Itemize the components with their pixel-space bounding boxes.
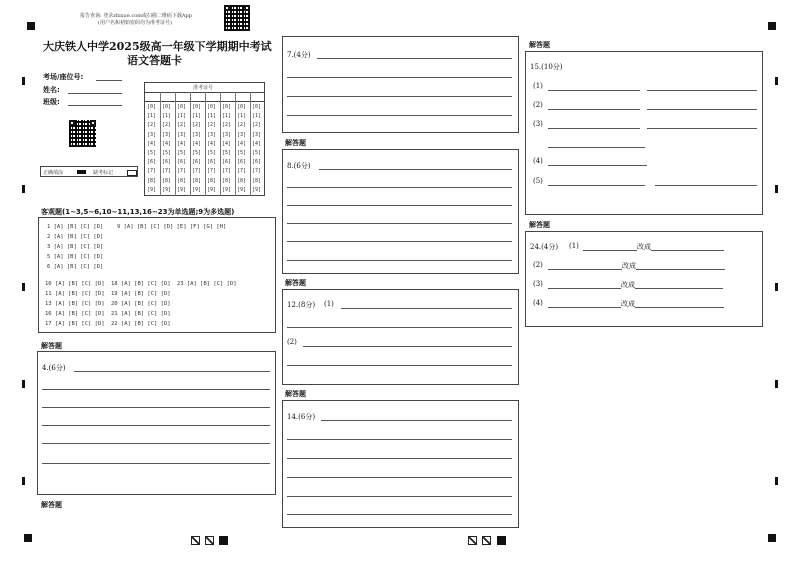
answer-line[interactable] [42, 443, 270, 444]
question-7-label: 7.(4分) [287, 51, 311, 59]
page-marker-slash-box [482, 536, 491, 545]
question-12-part-1-label: (1) [324, 300, 334, 308]
corner-mark-top-right [768, 22, 776, 30]
objective-question-row[interactable]: 18 [A] [B] [C] [D] [111, 281, 171, 287]
ticket-digit-bubble[interactable]: [0] [162, 104, 172, 110]
timing-mark [22, 77, 25, 85]
answer-line[interactable] [287, 260, 512, 261]
answer-line[interactable] [548, 165, 647, 166]
ticket-digit-bubble[interactable]: [5] [237, 150, 247, 156]
answer-line[interactable] [647, 109, 757, 110]
ticket-digit-bubble[interactable]: [3] [207, 131, 217, 138]
answer-line[interactable] [287, 477, 512, 478]
answer-section-label: 解答题 [285, 139, 306, 147]
question-12-label: 12.(8分) [287, 301, 316, 309]
question-15-part-1: (1) [533, 82, 543, 90]
answer-line[interactable] [287, 205, 512, 206]
ticket-digit-bubble[interactable]: [7] [162, 168, 172, 175]
exam-room-field[interactable] [96, 80, 122, 81]
question-12-part-2-label: (2) [287, 338, 297, 346]
ticket-digit-bubble[interactable]: [3] [252, 131, 262, 138]
ticket-digit-bubble[interactable]: [9] [252, 186, 262, 193]
ticket-digit-bubble[interactable]: [7] [177, 168, 187, 175]
question-24-part-1: (1) [569, 242, 579, 250]
answer-line[interactable] [635, 288, 723, 289]
objective-question-row[interactable]: 21 [A] [B] [C] [D] [111, 311, 171, 317]
answer-line[interactable] [583, 250, 637, 251]
answer-line[interactable] [42, 425, 270, 426]
ticket-digit-bubble[interactable]: [2] [192, 122, 202, 129]
ticket-digit-bubble[interactable]: [7] [252, 168, 262, 175]
question-8-box [282, 149, 519, 274]
absent-mark-checkbox[interactable] [127, 170, 137, 176]
ticket-digit-bubble[interactable]: [4] [177, 140, 187, 147]
answer-section-label: 解答题 [529, 41, 550, 49]
question-24-label: 24.(4分) [530, 243, 559, 251]
ticket-digit-bubble[interactable]: [0] [192, 104, 202, 110]
objective-question-23[interactable]: 23 [A] [B] [C] [D] [177, 281, 237, 287]
answer-line[interactable] [42, 463, 270, 464]
objective-question-row[interactable]: 3 [A] [B] [C] [D] [47, 244, 104, 250]
ticket-digit-bubble[interactable]: [2] [222, 122, 232, 129]
question-15-box [525, 51, 763, 215]
ticket-digit-bubble[interactable]: [0] [207, 104, 217, 110]
answer-line[interactable] [548, 128, 640, 129]
ticket-digit-bubble[interactable]: [3] [177, 131, 187, 138]
timing-mark [775, 185, 778, 193]
ticket-digit-bubble[interactable]: [1] [162, 113, 172, 120]
page-marker-block [219, 536, 228, 545]
exam-title: 大庆铁人中学2025级高一年级下学期期中考试 [43, 40, 272, 53]
ticket-digit-bubble[interactable]: [4] [162, 140, 172, 147]
change-to-label: 改成 [621, 300, 635, 308]
ticket-digit-bubble[interactable]: [5] [147, 150, 157, 156]
ticket-digit-bubble[interactable]: [2] [207, 122, 217, 129]
ticket-digit-bubble[interactable]: [3] [147, 131, 157, 138]
name-label: 姓名: [43, 86, 60, 94]
timing-mark [22, 185, 25, 193]
ticket-digit-bubble[interactable]: [0] [252, 104, 262, 110]
ticket-digit-bubble[interactable]: [6] [147, 159, 157, 166]
ticket-digit-bubble[interactable]: [8] [237, 177, 247, 184]
question-14-label: 14.(6分) [287, 413, 316, 421]
ticket-digit-bubble[interactable]: [9] [147, 186, 157, 193]
ticket-digit-bubble[interactable]: [6] [237, 159, 247, 166]
answer-line[interactable] [287, 327, 512, 328]
corner-mark-top-left [27, 22, 35, 30]
ticket-digit-bubble[interactable]: [8] [207, 177, 217, 184]
timing-mark [775, 77, 778, 85]
ticket-digit-bubble[interactable]: [1] [237, 113, 247, 120]
ticket-digit-bubble[interactable]: [1] [192, 113, 202, 120]
corner-mark-bottom-right [768, 534, 776, 542]
objective-question-row[interactable]: 19 [A] [B] [C] [D] [111, 291, 171, 297]
answer-sheet-title: 语文答题卡 [127, 54, 182, 67]
ticket-digit-bubble[interactable]: [1] [177, 113, 187, 120]
timing-mark [22, 380, 25, 388]
answer-line[interactable] [636, 269, 725, 270]
ticket-digit-bubble[interactable]: [7] [147, 168, 157, 175]
answer-line[interactable] [287, 496, 512, 497]
class-label: 班级: [43, 98, 60, 106]
objective-question-row[interactable]: 10 [A] [B] [C] [D] [45, 281, 105, 287]
question-24-part-4: (4) [533, 299, 543, 307]
timing-mark [775, 283, 778, 291]
objective-section-title: 客观题(1~3,5~6,10~11,13,16~23为单选题;9为多选题) [41, 208, 235, 216]
ticket-digit-bubble[interactable]: [7] [222, 168, 232, 175]
change-to-label: 改成 [637, 243, 651, 251]
ticket-digit-bubble[interactable]: [8] [162, 177, 172, 184]
ticket-digit-bubble[interactable]: [3] [162, 131, 172, 138]
page-marker-block [497, 536, 506, 545]
objective-question-row[interactable]: 11 [A] [B] [C] [D] [45, 291, 105, 297]
answer-line[interactable] [548, 307, 621, 308]
ticket-digit-bubble[interactable]: [0] [222, 104, 232, 110]
ticket-digit-bubble[interactable]: [2] [252, 122, 262, 129]
ticket-digit-bubble[interactable]: [8] [192, 177, 202, 184]
timing-mark [22, 283, 25, 291]
ticket-digit-bubble[interactable]: [6] [252, 159, 262, 166]
objective-question-row[interactable]: 22 [A] [B] [C] [D] [111, 321, 171, 327]
ticket-digit-bubble[interactable]: [4] [207, 140, 217, 147]
class-field[interactable] [68, 105, 122, 106]
ticket-digit-bubble[interactable]: [4] [192, 140, 202, 147]
answer-line[interactable] [635, 307, 724, 308]
question-7-box [282, 36, 519, 133]
answer-line[interactable] [287, 365, 512, 366]
change-to-label: 改成 [622, 262, 636, 270]
ticket-digit-bubble[interactable]: [1] [207, 113, 217, 120]
question-24-box [525, 231, 763, 327]
absent-mark-label: 缺考标记 [93, 170, 114, 176]
question-24-part-3: (3) [533, 280, 543, 288]
ticket-digit-bubble[interactable]: [9] [177, 186, 187, 193]
answer-line[interactable] [287, 439, 512, 440]
timing-mark [775, 380, 778, 388]
page-marker-slash-box [205, 536, 214, 545]
question-15-part-3: (3) [533, 120, 543, 128]
ticket-digit-bubble[interactable]: [1] [147, 113, 157, 120]
answer-line[interactable] [655, 185, 757, 186]
ticket-digit-bubble[interactable]: [0] [237, 104, 247, 110]
page-marker-slash-box [191, 536, 200, 545]
ticket-number-label: 准考证号 [193, 85, 214, 91]
ticket-digit-bubble[interactable]: [5] [207, 150, 217, 156]
answer-line[interactable] [317, 58, 512, 59]
answer-line[interactable] [548, 269, 622, 270]
timing-mark [22, 477, 25, 485]
answer-line[interactable] [42, 407, 270, 408]
question-24-part-2: (2) [533, 261, 543, 269]
objective-answer-box [38, 217, 276, 333]
name-field[interactable] [68, 93, 122, 94]
answer-line[interactable] [42, 389, 270, 390]
answer-line[interactable] [287, 241, 512, 242]
fill-legend [40, 166, 138, 177]
answer-line[interactable] [319, 169, 512, 170]
answer-line[interactable] [647, 90, 757, 91]
ticket-number-grid [144, 82, 265, 196]
page-marker-slash-box [468, 536, 477, 545]
question-15-part-2: (2) [533, 101, 543, 109]
objective-question-9[interactable]: 9 [A] [B] [C] [D] [E] [F] [G] [H] [117, 224, 227, 230]
ticket-digit-bubble[interactable]: [2] [177, 122, 187, 129]
ticket-digit-bubble[interactable]: [5] [252, 150, 262, 156]
corner-mark-bottom-left [24, 534, 32, 542]
objective-question-row[interactable]: 2 [A] [B] [C] [D] [47, 234, 104, 240]
ticket-digit-bubble[interactable]: [0] [177, 104, 187, 110]
report-notice-line1: 报告查询: 登录zhixue.com或扫描二维码下载App [80, 13, 192, 19]
answer-section-label: 解答题 [529, 221, 550, 229]
answer-line[interactable] [287, 223, 512, 224]
ticket-digit-bubble[interactable]: [3] [237, 131, 247, 138]
correct-fill-sample [77, 170, 86, 174]
exam-room-label: 考场/座位号: [43, 73, 84, 81]
answer-line[interactable] [74, 371, 270, 372]
timing-mark [775, 477, 778, 485]
ticket-digit-bubble[interactable]: [6] [177, 159, 187, 166]
ticket-digit-bubble[interactable]: [3] [192, 131, 202, 138]
ticket-digit-bubble[interactable]: [5] [177, 150, 187, 156]
objective-question-row[interactable]: 5 [A] [B] [C] [D] [47, 254, 104, 260]
answer-line[interactable] [321, 420, 512, 421]
student-qr-code [69, 120, 96, 147]
ticket-digit-bubble[interactable]: [0] [147, 104, 157, 110]
ticket-digit-bubble[interactable]: [9] [222, 186, 232, 193]
ticket-digit-bubble[interactable]: [4] [252, 140, 262, 147]
objective-question-row[interactable]: 20 [A] [B] [C] [D] [111, 301, 171, 307]
ticket-digit-bubble[interactable]: [4] [147, 140, 157, 147]
objective-question-row[interactable]: 17 [A] [B] [C] [D] [45, 321, 105, 327]
objective-question-row[interactable]: 13 [A] [B] [C] [D] [45, 301, 105, 307]
answer-line[interactable] [548, 147, 645, 148]
ticket-digit-bubble[interactable]: [8] [252, 177, 262, 184]
answer-line[interactable] [647, 128, 757, 129]
answer-line[interactable] [548, 109, 640, 110]
ticket-digit-bubble[interactable]: [2] [147, 122, 157, 129]
answer-line[interactable] [287, 96, 512, 97]
ticket-digit-bubble[interactable]: [1] [252, 113, 262, 120]
question-12-box [282, 289, 519, 385]
question-14-box [282, 400, 519, 528]
ticket-digit-bubble[interactable]: [5] [222, 150, 232, 156]
ticket-digit-bubble[interactable]: [8] [177, 177, 187, 184]
ticket-digit-bubble[interactable]: [9] [207, 186, 217, 193]
answer-section-label: 解答题 [285, 390, 306, 398]
answer-line[interactable] [303, 346, 512, 347]
question-15-part-5: (5) [533, 177, 543, 185]
ticket-digit-bubble[interactable]: [8] [147, 177, 157, 184]
ticket-digit-bubble[interactable]: [9] [192, 186, 202, 193]
ticket-digit-bubble[interactable]: [3] [222, 131, 232, 138]
answer-line[interactable] [651, 250, 724, 251]
ticket-digit-bubble[interactable]: [7] [237, 168, 247, 175]
ticket-digit-bubble[interactable]: [6] [162, 159, 172, 166]
ticket-digit-bubble[interactable]: [2] [162, 122, 172, 129]
answer-line[interactable] [548, 185, 645, 186]
question-15-label: 15.(10分) [530, 63, 563, 71]
ticket-digit-bubble[interactable]: [2] [237, 122, 247, 129]
ticket-digit-bubble[interactable]: [6] [222, 159, 232, 166]
ticket-digit-bubble[interactable]: [8] [222, 177, 232, 184]
answer-line[interactable] [548, 288, 621, 289]
objective-question-row[interactable]: 16 [A] [B] [C] [D] [45, 311, 105, 317]
ticket-digit-bubble[interactable]: [9] [237, 186, 247, 193]
answer-section-label: 解答题 [41, 342, 62, 350]
ticket-digit-bubble[interactable]: [1] [222, 113, 232, 120]
ticket-digit-bubble[interactable]: [4] [222, 140, 232, 147]
ticket-digit-bubble[interactable]: [9] [162, 186, 172, 193]
ticket-digit-bubble[interactable]: [6] [192, 159, 202, 166]
ticket-digit-bubble[interactable]: [7] [207, 168, 217, 175]
answer-line[interactable] [287, 187, 512, 188]
answer-line[interactable] [341, 308, 512, 309]
answer-section-label: 解答题 [41, 501, 62, 509]
ticket-digit-bubble[interactable]: [5] [162, 150, 172, 156]
answer-line[interactable] [287, 458, 512, 459]
correct-fill-label: 正确填涂 [43, 170, 64, 176]
ticket-digit-bubble[interactable]: [6] [207, 159, 217, 166]
question-8-label: 8.(6分) [287, 162, 311, 170]
answer-line[interactable] [548, 90, 640, 91]
question-4-box [37, 351, 276, 495]
answer-section-label: 解答题 [285, 279, 306, 287]
report-notice-line2: (用户名和初始密码均为准考证号) [98, 20, 172, 26]
download-qr-code [224, 5, 250, 31]
ticket-digit-bubble[interactable]: [4] [237, 140, 247, 147]
answer-line[interactable] [287, 514, 512, 515]
ticket-digit-bubble[interactable]: [5] [192, 150, 202, 156]
question-15-part-4: (4) [533, 157, 543, 165]
answer-line[interactable] [287, 77, 512, 78]
objective-question-row[interactable]: 6 [A] [B] [C] [D] [47, 264, 104, 270]
ticket-digit-bubble[interactable]: [7] [192, 168, 202, 175]
change-to-label: 改成 [621, 281, 635, 289]
objective-question-row[interactable]: 1 [A] [B] [C] [D] [47, 224, 104, 230]
answer-line[interactable] [287, 115, 512, 116]
question-4-label: 4.(6分) [42, 364, 66, 372]
